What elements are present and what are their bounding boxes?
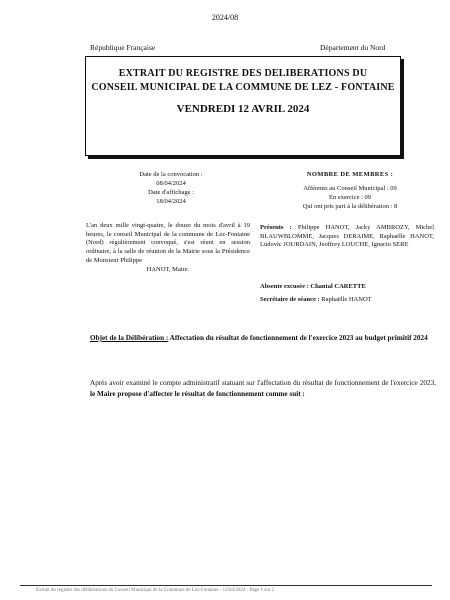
- convocation-date: 08/04/2024: [156, 180, 186, 187]
- present-label: Présents :: [260, 224, 292, 231]
- republic-label: République Française: [90, 43, 156, 52]
- absent-line: [260, 283, 366, 290]
- title-box: [85, 56, 401, 156]
- secretary-line: [260, 296, 372, 303]
- present-block: [260, 224, 434, 250]
- affichage-label: Date d'affichage :: [148, 189, 194, 196]
- title-line-2: CONSEIL MUNICIPAL DE LA COMMUNE DE LEZ - FONTAINE: [91, 82, 395, 93]
- absent-name: Chantal CARETTE: [310, 283, 366, 290]
- present-names: Philippe HANOT, Jacky AMBROZY, Michel BLAUWBLOMME, Jacques DERAIME, Raphaëlle HANOT, Ludovic JOURDAIN, Jeoffrey LOUCHE, Ignacio SERE: [260, 224, 434, 249]
- body-intro: Après avoir examiné le compte administratif statuant sur l'affectation du résultat de fonctionnement de l'exercice 2023,: [90, 379, 436, 387]
- affichage-date: 18/04/2024: [156, 198, 186, 205]
- page-footer: Extrait du registre des délibérations du Conseil Municipal de la Commune de Lez-Fontaine - 12/04/2024 - Page 1 sur 2: [36, 588, 275, 593]
- meeting-date: VENDREDI 12 AVRIL 2024: [176, 103, 310, 115]
- footer-divider: [20, 585, 432, 586]
- department-label: Département du Nord: [320, 43, 386, 52]
- members-heading: NOMBRE DE MEMBRES :: [306, 171, 394, 178]
- members-afferents: Afférents au Conseil Municipal : 09: [303, 185, 397, 192]
- members-en-exercice: En exercice : 09: [328, 194, 372, 201]
- meeting-text-end: HANOT, Maire.: [146, 265, 190, 273]
- title-line-1: EXTRAIT DU REGISTRE DES DELIBERATIONS DU: [118, 68, 368, 79]
- meeting-paragraph: [86, 222, 250, 274]
- document-reference: 2024/08: [211, 13, 239, 22]
- convocation-label: Date de la convocation :: [139, 171, 203, 178]
- meeting-text: L'an deux mille vingt-quatre, le douze du mois d'avril à 19 heures, le conseil Municipal de la commune de Lez-Fontaine (Nord) régulièrement convoqué, s'est réuni en session ordinaire, à la salle de réunion de la Mairie sous la Présidence de Monsieur Philippe: [86, 222, 250, 264]
- body-paragraph: [90, 378, 436, 399]
- members-block: [265, 170, 435, 211]
- objet-text: Affectation du résultat de fonctionnement de l'exercice 2023 au budget primitif 2024: [169, 334, 428, 342]
- secretary-name: Raphaëlle HANOT: [321, 296, 372, 303]
- secretary-label: Secrétaire de séance :: [260, 296, 320, 303]
- absent-label: Absente excusée :: [260, 283, 309, 290]
- objet-label: Objet de la Délibération :: [90, 334, 169, 342]
- dates-block: [130, 170, 212, 206]
- members-voting: Qui ont pris part à la délibération : 8: [302, 203, 398, 210]
- body-proposal: le Maire propose d'affecter le résultat de fonctionnement comme suit :: [90, 389, 305, 398]
- objet-block: [90, 332, 436, 344]
